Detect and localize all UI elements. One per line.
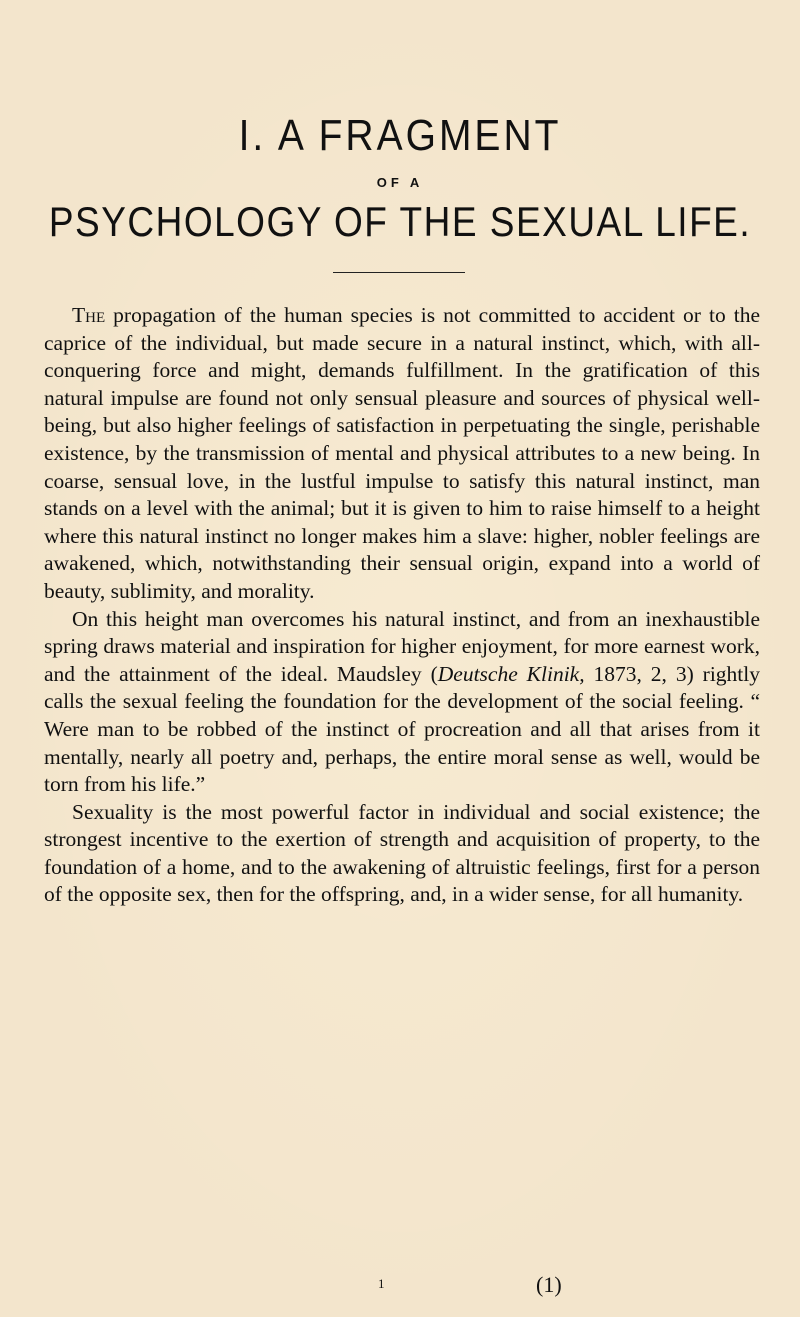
chapter-subtitle: PSYCHOLOGY OF THE SEXUAL LIFE. (48, 199, 752, 245)
section-divider (333, 272, 465, 273)
paragraph-1-lead: The (72, 303, 106, 327)
paragraph-3-text: Sexuality is the most powerful factor in individual and social existence; the strongest incentive to the exertion of strength and acquisition of property, to the foundation of a home, and to the awakening of altruistic feelings, first for a person of the opposite sex, then for the offspring, and, in a wider sense, for all humanity. (44, 799, 760, 907)
paragraph-2-text-a: On this height man overcomes his natural instinct, and from an inexhaustible spring draws material and inspiration for higher enjoyment, for more earnest work, and the attainment of the ideal. Maudsley ( (44, 606, 760, 686)
chapter-title: I. A FRAGMENT (238, 112, 562, 161)
paragraph-1 (44, 302, 760, 606)
paragraph-2-text-b: 1873, 2, 3) rightly calls the sexual feeling the foundation for the development of the social feeling. “ Were man to be robbed of the instinct of procreation and all that arises from it mentally, nearly all poetry and, perhaps, the entire moral sense as well, would be torn from his life.” (44, 661, 760, 797)
title-connector: OF A (376, 175, 424, 190)
body-text (44, 302, 760, 909)
paragraph-2 (44, 606, 760, 799)
paragraph-1-text: propagation of the human species is not committed to accident or to the caprice of the individual, but made secure in a natural instinct, which, with all-conquering force and might, demands fulfillment. In the gratification of this natural impulse are found not only sensual pleasure and sources of physical well-being, but also higher feelings of satisfaction in perpetuating the single, perishable existence, by the transmission of mental and physical attributes to a new being. In coarse, sensual love, in the lustful impulse to satisfy this natural instinct, man stands on a level with the animal; but it is given to him to raise himself to a height where this natural instinct no longer makes him a slave: higher, nobler feelings are awakened, which, notwithstanding their sensual origin, expand into a world of beauty, sublimity, and morality. (44, 303, 760, 603)
page-number: (1) (536, 1272, 562, 1297)
printer-signature: 1 (378, 1276, 385, 1291)
paragraph-2-citation: Deutsche Klinik, (437, 661, 585, 686)
paragraph-3 (44, 799, 760, 909)
